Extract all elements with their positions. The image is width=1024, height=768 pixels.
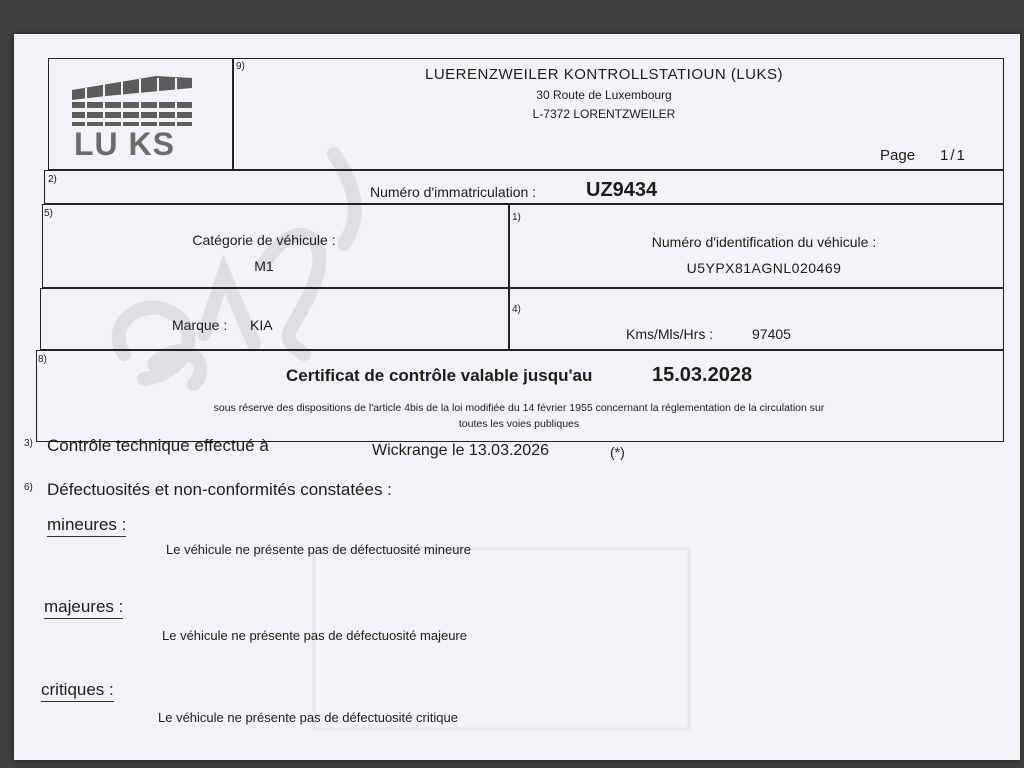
page-label: Page (880, 147, 916, 164)
field-number: 3) (24, 438, 33, 449)
address-line-2: L-7372 LORENTZWEILER (532, 107, 676, 121)
field-number: 8) (38, 354, 47, 365)
luks-logo-text: LU KS (74, 126, 175, 162)
category-label: Catégorie de véhicule : (192, 232, 336, 248)
legal-note-line-2: toutes les voies publiques (458, 418, 580, 430)
brand-cell (40, 288, 510, 350)
category-value: M1 (254, 258, 274, 274)
certificate-validity-label: Certificat de contrôle valable jusqu'au (286, 366, 593, 385)
field-number: 2) (48, 174, 57, 185)
defects-title: Défectuosités et non-conformités constatées : (47, 480, 392, 499)
vin-value: U5YPX81AGNL020469 (686, 260, 842, 276)
brand-value: KIA (250, 317, 273, 333)
inspection-label: Contrôle technique effectué à (47, 436, 269, 455)
vin-label: Numéro d'identification du véhicule : (651, 234, 877, 250)
organization-name: LUERENZWEILER KONTROLLSTATIOUN (LUKS) (425, 66, 783, 83)
major-defects-label: majeures : (44, 597, 123, 619)
mileage-value: 97405 (752, 326, 791, 342)
critical-defects-text: Le véhicule ne présente pas de défectuosité critique (158, 710, 458, 725)
inspection-certificate (14, 34, 1020, 760)
minor-defects-text: Le véhicule ne présente pas de défectuosité mineure (166, 542, 471, 557)
page-number: 1/1 (940, 147, 967, 164)
registration-number: UZ9434 (586, 179, 658, 201)
field-number: 6) (24, 482, 33, 493)
inspection-mark: (*) (610, 444, 625, 460)
field-number: 1) (512, 212, 521, 223)
certificate-expiry-date: 15.03.2028 (652, 364, 753, 386)
field-number: 4) (512, 304, 521, 315)
minor-defects-label: mineures : (47, 515, 126, 537)
critical-defects-label: critiques : (41, 680, 114, 702)
address-line-1: 30 Route de Luxembourg (536, 88, 672, 102)
mileage-label: Kms/Mls/Hrs : (626, 326, 714, 342)
registration-label: Numéro d'immatriculation : (370, 184, 537, 200)
major-defects-text: Le véhicule ne présente pas de défectuosité majeure (162, 628, 467, 643)
inspection-place-date: Wickrange le 13.03.2026 (372, 442, 549, 459)
field-number: 5) (44, 208, 53, 219)
legal-note-line-1: sous réserve des dispositions de l'article 4bis de la loi modifiée du 14 février 1955 concernant la réglementation de la circulation sur (213, 402, 825, 414)
brand-label: Marque : (172, 317, 228, 333)
field-number: 9) (236, 61, 245, 72)
